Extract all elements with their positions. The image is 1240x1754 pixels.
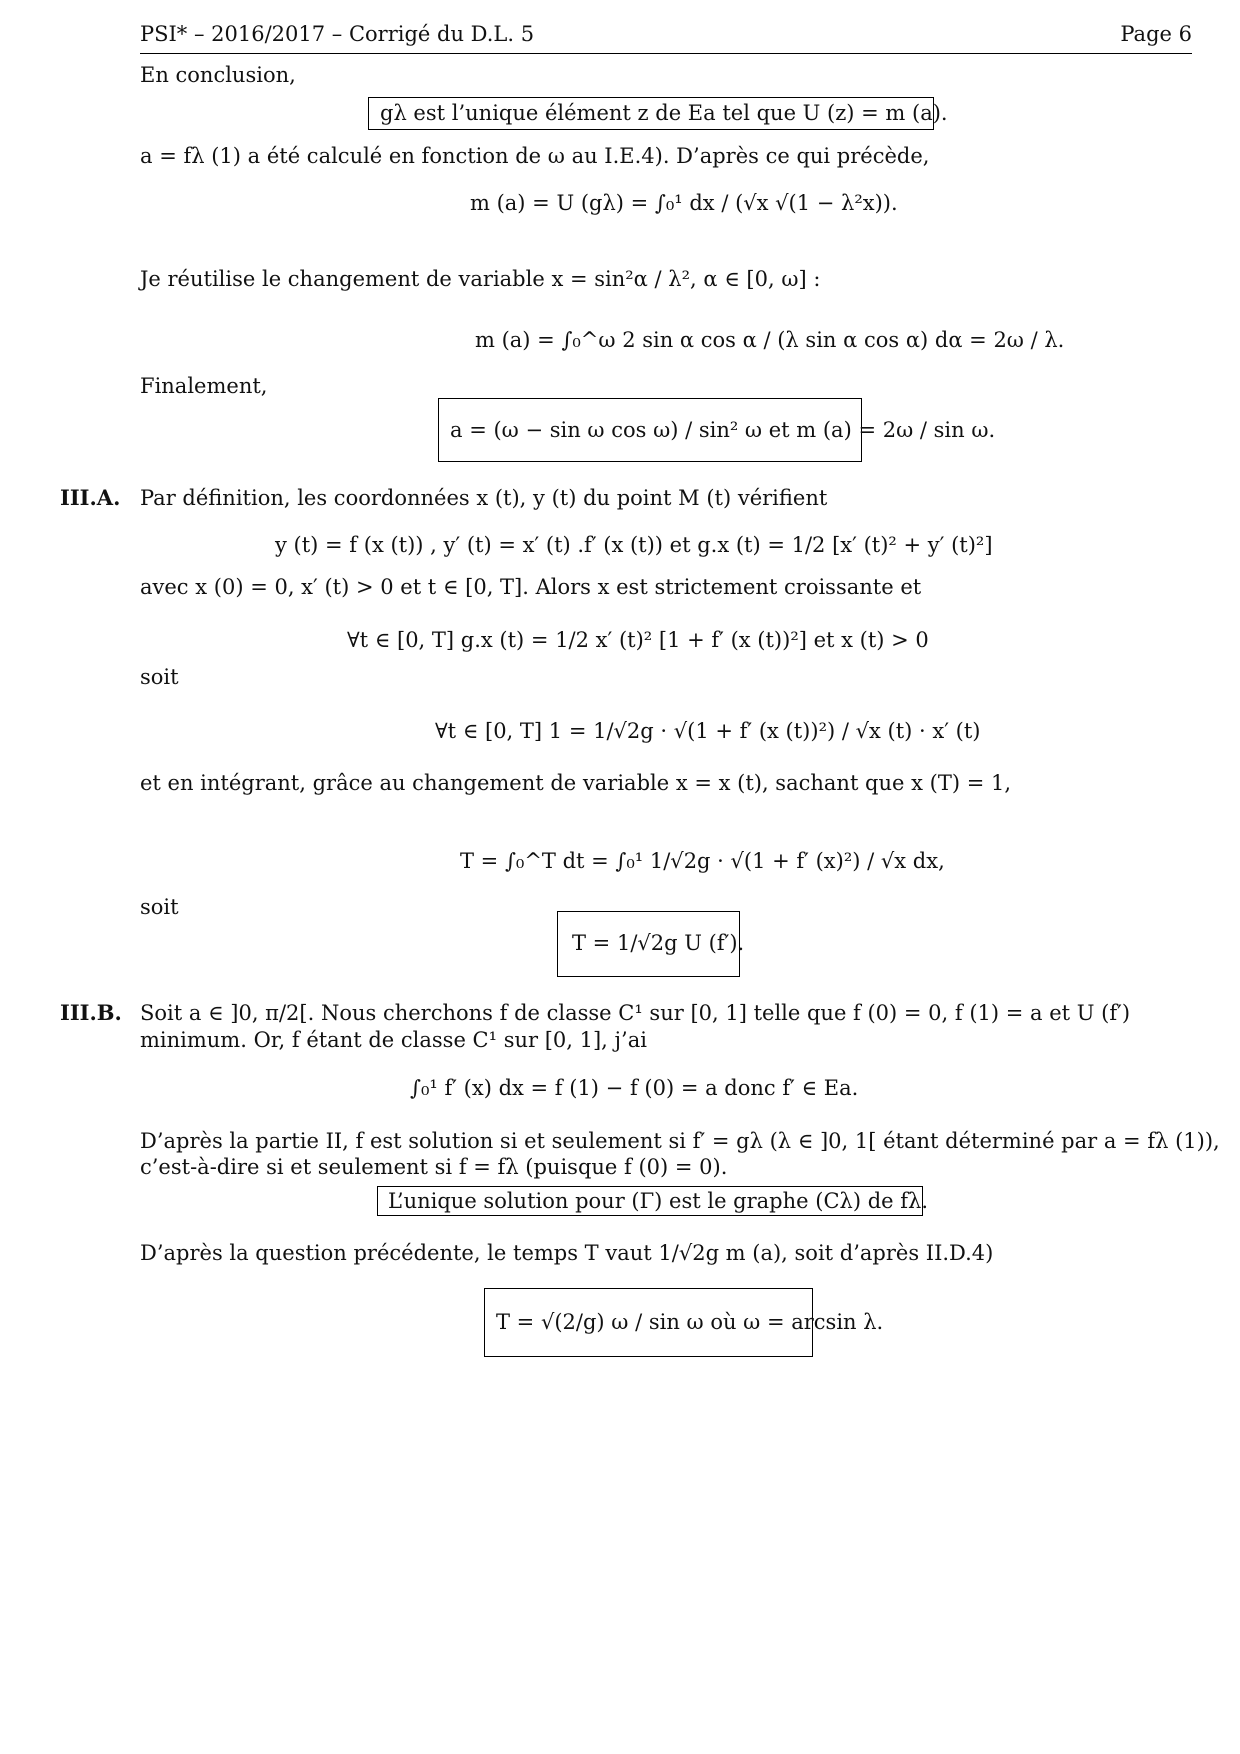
page-number: Page 6: [1120, 22, 1192, 46]
header-rule: [140, 53, 1192, 54]
boxed-unique-solution-text: L’unique solution pour (Γ) est le graphe (Cλ) de fλ.: [388, 1189, 928, 1213]
equation-3b-1: ∫₀¹ f′ (x) dx = f (1) − f (0) = a donc f′ ∈ Ea.: [410, 1076, 859, 1100]
finally-text: Finalement,: [140, 374, 268, 398]
variable-change-text: Je réutilise le changement de variable x = sin²α / λ², α ∈ [0, ω] :: [140, 267, 821, 291]
equation-m-integral: m (a) = U (gλ) = ∫₀¹ dx / (√x √(1 − λ²x)).: [470, 191, 898, 215]
conclusion-intro: En conclusion,: [140, 63, 296, 87]
section-label-3a: III.A.: [60, 485, 121, 510]
section-3a-conditions: avec x (0) = 0, x′ (t) > 0 et t ∈ [0, T]. Alors x est strictement croissante et: [140, 575, 922, 599]
soit-1: soit: [140, 665, 179, 689]
a-calculation-text: a = fλ (1) a été calculé en fonction de ω au I.E.4). D’après ce qui précède,: [140, 144, 930, 168]
header-title: PSI* – 2016/2017 – Corrigé du D.L. 5: [140, 22, 535, 46]
equation-3a-2: ∀t ∈ [0, T] g.x (t) = 1/2 x′ (t)² [1 + f′ (x (t))²] et x (t) > 0: [347, 628, 929, 652]
page-header: [140, 22, 1192, 52]
section-3a-intro: Par définition, les coordonnées x (t), y (t) du point M (t) vérifient: [140, 486, 828, 510]
section-3a-integrating: et en intégrant, grâce au changement de variable x = x (t), sachant que x (T) = 1,: [140, 771, 1012, 795]
section-label-3b: III.B.: [60, 1000, 122, 1025]
equation-3a-1: y (t) = f (x (t)) , y′ (t) = x′ (t) .f′ (x (t)) et g.x (t) = 1/2 [x′ (t)² + y′ (t)²]: [275, 533, 993, 557]
section-3b-text-2: minimum. Or, f étant de classe C¹ sur [0, 1], j’ai: [140, 1028, 647, 1052]
boxed-conclusion-text: gλ est l’unique élément z de Ea tel que U (z) = m (a).: [380, 101, 948, 125]
section-3b-text-3: D’après la partie II, f est solution si et seulement si f′ = gλ (λ ∈ ]0, 1[ étant déterminé par a = fλ (1)),: [140, 1129, 1220, 1153]
boxed-T-text: T = 1/√2g U (f′).: [572, 931, 745, 955]
section-3b-text-5: D’après la question précédente, le temps T vaut 1/√2g m (a), soit d’après II.D.4): [140, 1241, 994, 1265]
soit-2: soit: [140, 895, 179, 919]
section-3b-text-1: Soit a ∈ ]0, π/2[. Nous cherchons f de classe C¹ sur [0, 1] telle que f (0) = 0, f (1) = a et U (f′): [140, 1001, 1131, 1025]
equation-m-result: m (a) = ∫₀^ω 2 sin α cos α / (λ sin α cos α) dα = 2ω / λ.: [475, 328, 1065, 352]
equation-3a-3: ∀t ∈ [0, T] 1 = 1/√2g · √(1 + f′ (x (t))²) / √x (t) · x′ (t): [435, 719, 981, 743]
equation-3a-4: T = ∫₀^T dt = ∫₀¹ 1/√2g · √(1 + f′ (x)²) / √x dx,: [460, 849, 945, 873]
section-3b-text-4: c’est-à-dire si et seulement si f = fλ (puisque f (0) = 0).: [140, 1155, 728, 1179]
boxed-a-m-text: a = (ω − sin ω cos ω) / sin² ω et m (a) = 2ω / sin ω.: [450, 418, 996, 442]
boxed-final-text: T = √(2/g) ω / sin ω où ω = arcsin λ.: [496, 1310, 884, 1334]
